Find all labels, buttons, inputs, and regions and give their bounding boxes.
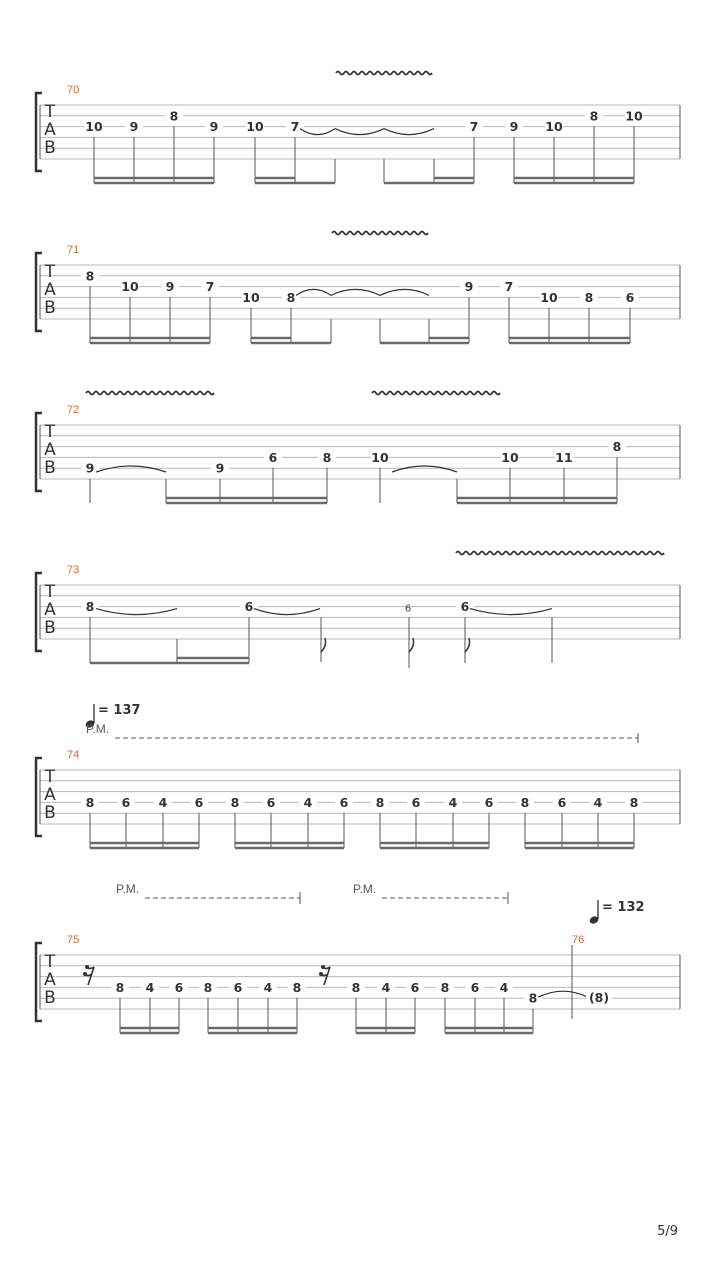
tab-letter-b: B bbox=[44, 138, 56, 158]
rest-dot bbox=[85, 965, 89, 969]
tie-arc bbox=[380, 289, 429, 295]
grace-fret-number: 6 bbox=[404, 603, 412, 615]
measure-number: 72 bbox=[67, 404, 80, 416]
page-number: 5/9 bbox=[657, 1224, 678, 1239]
fret-number: 10 bbox=[540, 289, 558, 305]
measure-number: 70 bbox=[67, 84, 80, 96]
fret-number: 6 bbox=[268, 449, 278, 465]
tab-letter-t: T bbox=[44, 102, 56, 122]
vibrato-mark bbox=[456, 552, 664, 555]
palm-mute-label: P.M. bbox=[86, 722, 110, 736]
tie-arc bbox=[96, 609, 177, 615]
fret-number: 10 bbox=[545, 119, 563, 135]
fret-number: 6 bbox=[625, 289, 635, 305]
tie-arc bbox=[335, 129, 384, 135]
fret-number: 8 bbox=[292, 979, 302, 995]
fret-number: 7 bbox=[469, 119, 479, 135]
fret-number: 10 bbox=[501, 449, 519, 465]
tie-arc bbox=[300, 129, 335, 135]
tab-system-74 bbox=[36, 703, 680, 848]
tab-letter-a: A bbox=[44, 600, 56, 620]
fret-number: 8 bbox=[230, 794, 240, 810]
fret-number: 4 bbox=[499, 979, 509, 995]
fret-number: 4 bbox=[381, 979, 391, 995]
tie-arc bbox=[331, 289, 380, 295]
fret-number: 8 bbox=[440, 979, 450, 995]
fret-number: 4 bbox=[593, 794, 603, 810]
vibrato-mark bbox=[86, 392, 214, 395]
fret-number: 9 bbox=[215, 460, 225, 476]
fret-number: 10 bbox=[625, 108, 643, 124]
fret-number: 8 bbox=[520, 794, 530, 810]
fret-number: 6 bbox=[174, 979, 184, 995]
fret-number: 8 bbox=[115, 979, 125, 995]
fret-number: 11 bbox=[555, 449, 573, 465]
tab-letter-a: A bbox=[44, 440, 56, 460]
fret-number: 4 bbox=[263, 979, 273, 995]
fret-number: 4 bbox=[448, 794, 458, 810]
fret-number: 10 bbox=[246, 119, 264, 135]
fret-number: 8 bbox=[85, 794, 95, 810]
tab-letter-t: T bbox=[44, 422, 56, 442]
fret-number: 7 bbox=[205, 279, 215, 295]
vibrato-mark bbox=[372, 392, 500, 395]
fret-number: 9 bbox=[129, 119, 139, 135]
tie-arc bbox=[296, 289, 331, 295]
tab-letter-b: B bbox=[44, 298, 56, 318]
tie-arc bbox=[254, 609, 320, 615]
fret-number: 8 bbox=[85, 599, 95, 615]
tempo-marking: = 137 bbox=[98, 703, 141, 718]
systems-layer bbox=[36, 72, 680, 1034]
fret-number: 9 bbox=[85, 460, 95, 476]
fret-number: 6 bbox=[121, 794, 131, 810]
tab-system-71 bbox=[36, 232, 680, 344]
fret-number: 10 bbox=[242, 289, 260, 305]
fret-number: 6 bbox=[484, 794, 494, 810]
note-flag bbox=[465, 638, 470, 652]
fret-number: 8 bbox=[375, 794, 385, 810]
fret-number: 10 bbox=[121, 279, 139, 295]
fret-number: 4 bbox=[145, 979, 155, 995]
measure-number: 76 bbox=[572, 934, 585, 946]
fret-number: 7 bbox=[504, 279, 514, 295]
tie-arc bbox=[384, 129, 434, 135]
fret-number: 8 bbox=[584, 289, 594, 305]
tab-system-75 bbox=[36, 882, 680, 1033]
fret-number: 9 bbox=[165, 279, 175, 295]
fret-number: 8 bbox=[322, 449, 332, 465]
tied-fret-number: (8) bbox=[588, 990, 610, 1006]
fret-number: 9 bbox=[209, 119, 219, 135]
tab-letter-t: T bbox=[44, 952, 56, 972]
fret-number: 8 bbox=[351, 979, 361, 995]
tab-letter-a: A bbox=[44, 120, 56, 140]
tab-letter-a: A bbox=[44, 785, 56, 805]
measure-number: 73 bbox=[67, 564, 80, 576]
note-flag bbox=[321, 638, 326, 652]
fret-number: 6 bbox=[411, 794, 421, 810]
fret-number: 8 bbox=[169, 108, 179, 124]
tab-letter-b: B bbox=[44, 803, 56, 823]
fret-number: 8 bbox=[85, 268, 95, 284]
fret-number: 6 bbox=[470, 979, 480, 995]
fret-number: 9 bbox=[464, 279, 474, 295]
rest-dot bbox=[319, 972, 323, 976]
fret-number: 10 bbox=[371, 449, 389, 465]
vibrato-mark bbox=[332, 232, 428, 235]
measure-number: 75 bbox=[67, 934, 80, 946]
fret-number: 8 bbox=[528, 990, 538, 1006]
tab-letter-b: B bbox=[44, 618, 56, 638]
fret-number: 8 bbox=[629, 794, 639, 810]
fret-number: 9 bbox=[509, 119, 519, 135]
tempo-marking: = 132 bbox=[602, 900, 645, 915]
rest-dot bbox=[83, 972, 87, 976]
tab-letter-a: A bbox=[44, 280, 56, 300]
tab-system-72 bbox=[36, 392, 680, 504]
measure-number: 71 bbox=[67, 244, 80, 256]
fret-number: 6 bbox=[233, 979, 243, 995]
fret-number: 8 bbox=[612, 439, 622, 455]
sixteenth-rest-icon bbox=[84, 967, 94, 985]
tab-letter-b: B bbox=[44, 458, 56, 478]
tab-system-73 bbox=[36, 552, 680, 669]
fret-number: 8 bbox=[203, 979, 213, 995]
palm-mute-label: P.M. bbox=[116, 882, 140, 896]
tab-letter-t: T bbox=[44, 262, 56, 282]
palm-mute-label: P.M. bbox=[353, 882, 377, 896]
tab-letter-b: B bbox=[44, 988, 56, 1008]
fret-number: 4 bbox=[158, 794, 168, 810]
note-flag bbox=[409, 638, 414, 652]
tie-arc bbox=[96, 466, 166, 472]
fret-number: 6 bbox=[557, 794, 567, 810]
measure-number: 74 bbox=[67, 749, 80, 761]
fret-number: 6 bbox=[244, 599, 254, 615]
fret-number: 4 bbox=[303, 794, 313, 810]
fret-number: 6 bbox=[410, 979, 420, 995]
fret-number: 6 bbox=[194, 794, 204, 810]
sixteenth-rest-icon bbox=[320, 967, 330, 985]
rest-dot bbox=[321, 965, 325, 969]
tie-arc bbox=[538, 991, 588, 997]
fret-number: 8 bbox=[589, 108, 599, 124]
tie-arc bbox=[392, 466, 457, 472]
tie-arc bbox=[470, 609, 552, 615]
fret-number: 6 bbox=[460, 599, 470, 615]
fret-number: 6 bbox=[266, 794, 276, 810]
tab-letter-t: T bbox=[44, 582, 56, 602]
fret-number: 8 bbox=[286, 289, 296, 305]
vibrato-mark bbox=[336, 72, 432, 75]
fret-number: 6 bbox=[339, 794, 349, 810]
tab-system-70 bbox=[36, 72, 680, 184]
fret-number: 7 bbox=[290, 119, 300, 135]
fret-number: 10 bbox=[85, 119, 103, 135]
tab-letter-t: T bbox=[44, 767, 56, 787]
tab-letter-a: A bbox=[44, 970, 56, 990]
